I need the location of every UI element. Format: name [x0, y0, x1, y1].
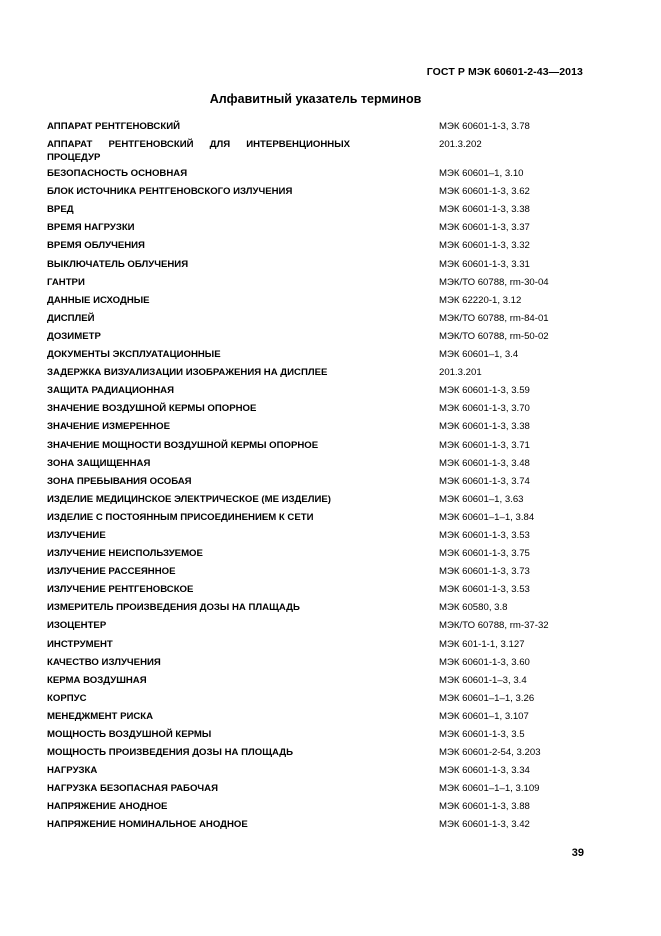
index-entry: [47, 204, 587, 222]
index-reference: МЭК/ТО 60788, rm-30-04: [439, 276, 549, 288]
index-term: ЗАЩИТА РАДИАЦИОННАЯ: [47, 385, 175, 397]
index-term: ВРЕМЯ НАГРУЗКИ: [47, 222, 135, 234]
index-entry: [47, 331, 587, 349]
index-entry: [47, 711, 587, 729]
index-reference: МЭК 60601–1–1, 3.26: [439, 692, 535, 704]
index-term: ВРЕД: [47, 204, 74, 216]
index-reference: МЭК 60601-1-3, 3.53: [439, 584, 530, 596]
index-entry: [47, 240, 587, 258]
index-term: ЗОНА ЗАЩИЩЕННАЯ: [47, 457, 151, 469]
index-reference: МЭК/ТО 60788, rm-50-02: [439, 330, 549, 342]
index-entry: [47, 385, 587, 403]
index-reference: МЭК/ТО 60788, rm-37-32: [439, 620, 549, 632]
index-term: ИЗОЦЕНТЕР: [47, 620, 107, 632]
index-term: ГАНТРИ: [47, 276, 85, 288]
index-reference: МЭК 60601-1-3, 3.70: [439, 403, 530, 415]
index-term: ИЗДЕЛИЕ МЕДИЦИНСКОЕ ЭЛЕКТРИЧЕСКОЕ (МЕ ИЗДЕЛИЕ): [47, 493, 331, 505]
index-reference: МЭК 60601–1–1, 3.84: [439, 511, 535, 523]
index-reference: МЭК 60601-1-3, 3.42: [439, 819, 530, 831]
index-entry: [47, 602, 587, 620]
index-entry: [47, 121, 587, 139]
index-reference: МЭК 60601–1, 3.4: [439, 349, 519, 361]
index-term: ДАННЫЕ ИСХОДНЫЕ: [47, 294, 150, 306]
index-reference: МЭК 60601-1-3, 3.71: [439, 439, 530, 451]
index-reference: МЭК/ТО 60788, rm-84-01: [439, 312, 549, 324]
index-reference: МЭК 60601-1-3, 3.48: [439, 457, 530, 469]
index-reference: МЭК 60601-1-3, 3.38: [439, 204, 530, 216]
index-term: МОЩНОСТЬ ВОЗДУШНОЙ КЕРМЫ: [47, 729, 212, 740]
index-term: ЗОНА ПРЕБЫВАНИЯ ОСОБАЯ: [47, 475, 192, 487]
index-entry: [47, 349, 587, 367]
index-term: АППАРАТ РЕНТГЕНОВСКИЙ ДЛЯ ИНТЕРВЕНЦИОННЫХ ПРОЦЕДУР: [47, 139, 350, 163]
index-reference: МЭК 60601-1-3, 3.73: [439, 566, 530, 578]
index-entry: [47, 259, 587, 277]
index-reference: МЭК 60601-1-3, 3.75: [439, 548, 530, 560]
index-reference: МЭК 60601-1-3, 3.59: [439, 385, 530, 397]
index-entry: [47, 512, 587, 530]
index-term: ИЗЛУЧЕНИЕ: [47, 529, 106, 541]
index-reference: МЭК 60601–1, 3.63: [439, 493, 524, 505]
index-reference: 201.3.201: [439, 367, 482, 379]
index-reference: МЭК 60601-1-3, 3.31: [439, 258, 530, 270]
index-term: БЕЗОПАСНОСТЬ ОСНОВНАЯ: [47, 168, 188, 180]
index-reference: МЭК 60580, 3.8: [439, 602, 508, 614]
index-term: ЗНАЧЕНИЕ ИЗМЕРЕННОЕ: [47, 421, 170, 433]
index-entry: [47, 657, 587, 675]
index-term: АППАРАТ РЕНТГЕНОВСКИЙ: [47, 121, 181, 132]
index-entry: [47, 476, 587, 494]
index-term: НАПРЯЖЕНИЕ АНОДНОЕ: [47, 801, 168, 813]
index-reference: МЭК 60601-1-3, 3.74: [439, 475, 530, 487]
page-number: 39: [571, 847, 584, 859]
index-entry: [47, 693, 587, 711]
index-reference: МЭК 60601-1-3, 3.78: [439, 121, 530, 132]
index-term: ИЗЛУЧЕНИЕ НЕИСПОЛЬЗУЕМОЕ: [47, 548, 203, 560]
index-entry: [47, 639, 587, 657]
index-term: ИЗМЕРИТЕЛЬ ПРОИЗВЕДЕНИЯ ДОЗЫ НА ПЛАЩАДЬ: [47, 602, 300, 614]
index-reference: МЭК 60601-1-3, 3.32: [439, 240, 530, 252]
index-reference: МЭК 601-1-1, 3.127: [439, 638, 525, 650]
index-reference: МЭК 60601-1-3, 3.53: [439, 529, 530, 541]
index-reference: МЭК 60601-1–3, 3.4: [439, 674, 527, 686]
document-code: ГОСТ Р МЭК 60601-2-43—2013: [426, 66, 583, 78]
index-entry: [47, 458, 587, 476]
index-reference: МЭК 60601-1-3, 3.62: [439, 186, 530, 198]
index-entry: [47, 765, 587, 783]
index-term: МОЩНОСТЬ ПРОИЗВЕДЕНИЯ ДОЗЫ НА ПЛОЩАДЬ: [47, 747, 293, 759]
index-term: НАГРУЗКА БЕЗОПАСНАЯ РАБОЧАЯ: [47, 783, 218, 795]
index-entry: [47, 440, 587, 458]
index-entry: [47, 783, 587, 801]
index-term: НАПРЯЖЕНИЕ НОМИНАЛЬНОЕ АНОДНОЕ: [47, 819, 248, 831]
index-reference: МЭК 60601-1-3, 3.34: [439, 765, 530, 777]
index-term: МЕНЕДЖМЕНТ РИСКА: [47, 710, 154, 722]
index-entry: [47, 675, 587, 693]
index-entry: [47, 222, 587, 240]
index-entry: [47, 747, 587, 765]
index-entry: [47, 403, 587, 421]
index-entry: [47, 295, 587, 313]
index-term: ЗАДЕРЖКА ВИЗУАЛИЗАЦИИ ИЗОБРАЖЕНИЯ НА ДИСПЛЕЕ: [47, 367, 328, 379]
index-term: БЛОК ИСТОЧНИКА РЕНТГЕНОВСКОГО ИЗЛУЧЕНИЯ: [47, 186, 293, 198]
index-entry: [47, 186, 587, 204]
index-reference: МЭК 60601-1-3, 3.88: [439, 801, 530, 813]
index-term: ЗНАЧЕНИЕ МОЩНОСТИ ВОЗДУШНОЙ КЕРМЫ ОПОРНОЕ: [47, 439, 319, 451]
index-entry: [47, 530, 587, 548]
index-reference: МЭК 60601-1-3, 3.5: [439, 729, 525, 740]
index-term: ДОКУМЕНТЫ ЭКСПЛУАТАЦИОННЫЕ: [47, 349, 221, 361]
index-term: ДОЗИМЕТР: [47, 330, 101, 342]
index-term: ИЗДЕЛИЕ С ПОСТОЯННЫМ ПРИСОЕДИНЕНИЕМ К СЕТИ: [47, 511, 314, 523]
index-entry: [47, 168, 587, 186]
index-term: ДИСПЛЕЙ: [47, 312, 95, 324]
index-reference: МЭК 60601–1, 3.10: [439, 168, 524, 180]
index-term: ВЫКЛЮЧАТЕЛЬ ОБЛУЧЕНИЯ: [47, 258, 189, 270]
index-reference: 201.3.202: [439, 139, 482, 151]
index-term: ВРЕМЯ ОБЛУЧЕНИЯ: [47, 240, 145, 252]
index-reference: МЭК 60601-1-3, 3.60: [439, 656, 530, 668]
term-index-list: [47, 121, 587, 838]
index-entry: [47, 584, 587, 602]
index-entry: [47, 421, 587, 439]
index-entry: [47, 819, 587, 837]
index-entry: [47, 367, 587, 385]
index-term: КАЧЕСТВО ИЗЛУЧЕНИЯ: [47, 656, 161, 668]
page-title: Алфавитный указатель терминов: [209, 92, 422, 106]
index-reference: МЭК 60601-2-54, 3.203: [439, 747, 541, 759]
index-term: КЕРМА ВОЗДУШНАЯ: [47, 674, 147, 686]
index-term: ИЗЛУЧЕНИЕ РЕНТГЕНОВСКОЕ: [47, 584, 194, 596]
index-entry: [47, 729, 587, 747]
index-entry: [47, 548, 587, 566]
index-entry: [47, 620, 587, 638]
index-term: ИЗЛУЧЕНИЕ РАССЕЯННОЕ: [47, 566, 176, 578]
index-entry: [47, 801, 587, 819]
index-reference: МЭК 60601-1-3, 3.38: [439, 421, 530, 433]
index-entry: [47, 277, 587, 295]
index-term: ИНСТРУМЕНТ: [47, 638, 113, 650]
index-term: НАГРУЗКА: [47, 765, 98, 777]
index-entry: [47, 566, 587, 584]
index-entry: [47, 313, 587, 331]
index-reference: МЭК 60601–1, 3.107: [439, 710, 529, 722]
index-term: ЗНАЧЕНИЕ ВОЗДУШНОЙ КЕРМЫ ОПОРНОЕ: [47, 403, 257, 415]
index-term: КОРПУС: [47, 692, 87, 704]
index-reference: МЭК 60601-1-3, 3.37: [439, 222, 530, 234]
index-reference: МЭК 60601–1–1, 3.109: [439, 783, 540, 795]
index-reference: МЭК 62220-1, 3.12: [439, 294, 522, 306]
index-entry: [47, 494, 587, 512]
index-entry: [47, 139, 587, 168]
